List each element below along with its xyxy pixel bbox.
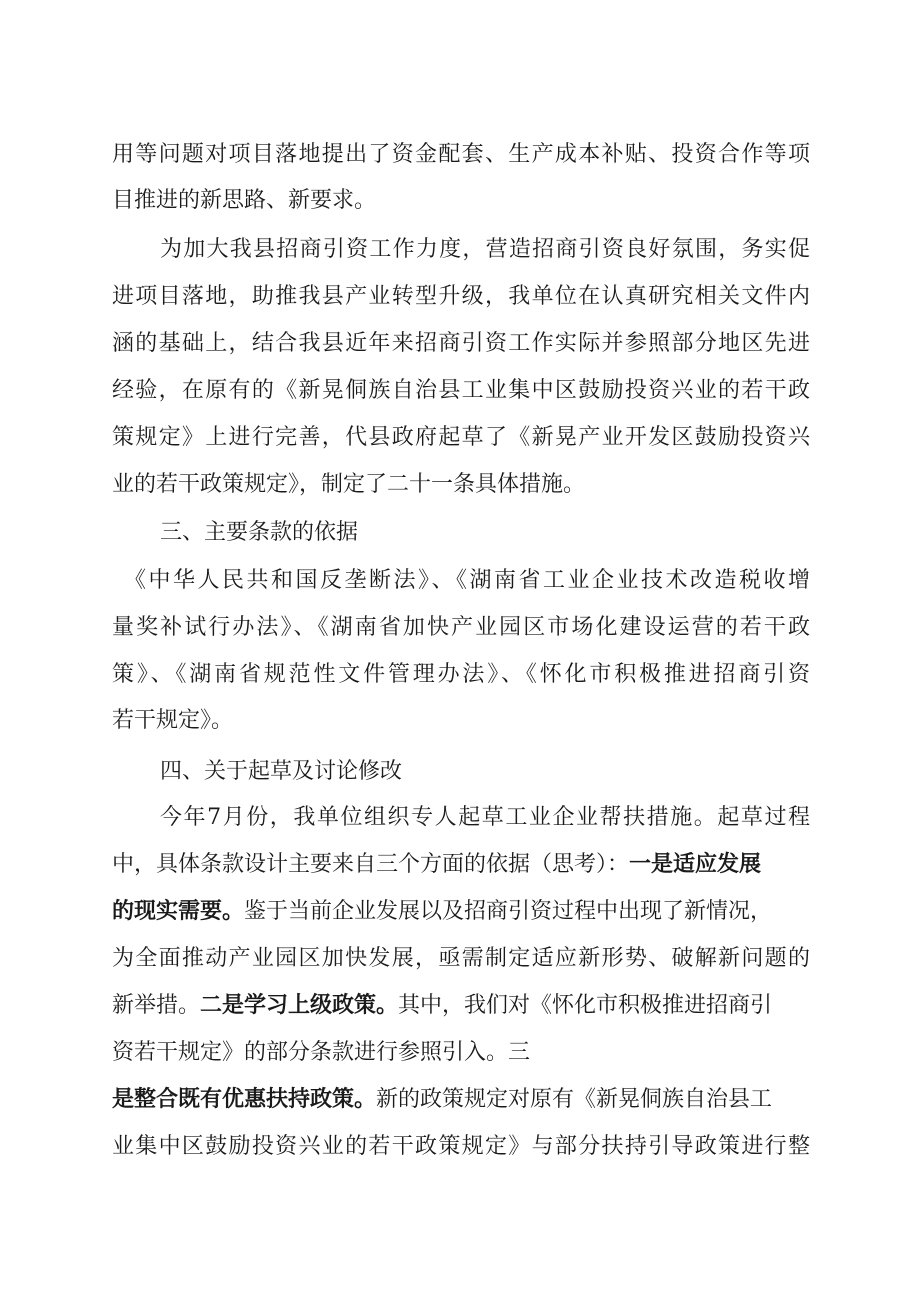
paragraph-line: 进项目落地，助推我县产业转型升级，我单位在认真研究相关文件内 — [112, 284, 810, 309]
paragraph-line: 业的若干政策规定》，制定了二十一条具体措施。 — [112, 472, 586, 497]
bold-phrase: 一是适应发展 — [629, 852, 762, 877]
paragraph-line: 目推进的新思路、新要求。 — [112, 188, 377, 213]
paragraph-line — [112, 991, 810, 1021]
paragraph-line: 策》、《湖南省规范性文件管理办法》、《怀化市积极推进招商引资 — [112, 662, 810, 687]
bold-phrase: 的现实需要。 — [112, 899, 245, 924]
paragraph-line: 涵的基础上，结合我县近年来招商引资工作实际并参照部分地区先进 — [112, 331, 810, 356]
paragraph-line — [112, 850, 810, 880]
paragraph-line — [112, 1085, 810, 1115]
paragraph-line: 为加大我县招商引资工作力度，营造招商引资良好氛围，务实促 — [160, 237, 810, 262]
paragraph-line: 为全面推动产业园区加快发展，亟需制定适应新形势、破解新问题的 — [112, 946, 810, 971]
paragraph-text: 新举措。 — [112, 993, 201, 1018]
paragraph-text: 中，具体条款设计主要来自三个方面的依据（思考）： — [112, 852, 630, 877]
paragraph-line: 策规定》上进行完善，代县政府起草了《新晃产业开发区鼓励投资兴 — [112, 425, 810, 450]
section-heading: 三、主要条款的依据 — [160, 520, 359, 545]
paragraph-line: 若干规定》。 — [112, 708, 234, 733]
paragraph-line: 《中华人民共和国反垄断法》、《湖南省工业企业技术改造税收增 — [124, 568, 810, 593]
paragraph-text: 其中，我们对《怀化市积极推进招商引 — [398, 993, 773, 1018]
paragraph-line: 业集中区鼓励投资兴业的若干政策规定》与部分扶持引导政策进行整 — [112, 1134, 810, 1159]
paragraph-line: 用等问题对项目落地提出了资金配套、生产成本补贴、投资合作等项 — [112, 142, 810, 167]
bold-phrase: 二是学习上级政策。 — [200, 993, 399, 1018]
paragraph-line: 资若干规定》的部分条款进行参照引入。三 — [112, 1040, 531, 1065]
paragraph-text: 鉴于当前企业发展以及招商引资过程中出现了新情况， — [244, 899, 773, 924]
section-heading: 四、关于起草及讨论修改 — [160, 759, 403, 784]
paragraph-line: 经验，在原有的《新晃侗族自治县工业集中区鼓励投资兴业的若干政 — [112, 378, 810, 403]
paragraph-line — [112, 897, 810, 927]
paragraph-line: 量奖补试行办法》、《湖南省加快产业园区市场化建设运营的若干政 — [112, 615, 810, 640]
paragraph-line: 今年7月份，我单位组织专人起草工业企业帮扶措施。起草过程 — [160, 805, 810, 830]
paragraph-text: 新的政策规定对原有《新晃侗族自治县工 — [376, 1087, 773, 1112]
bold-phrase: 是整合既有优惠扶持政策。 — [112, 1087, 377, 1112]
